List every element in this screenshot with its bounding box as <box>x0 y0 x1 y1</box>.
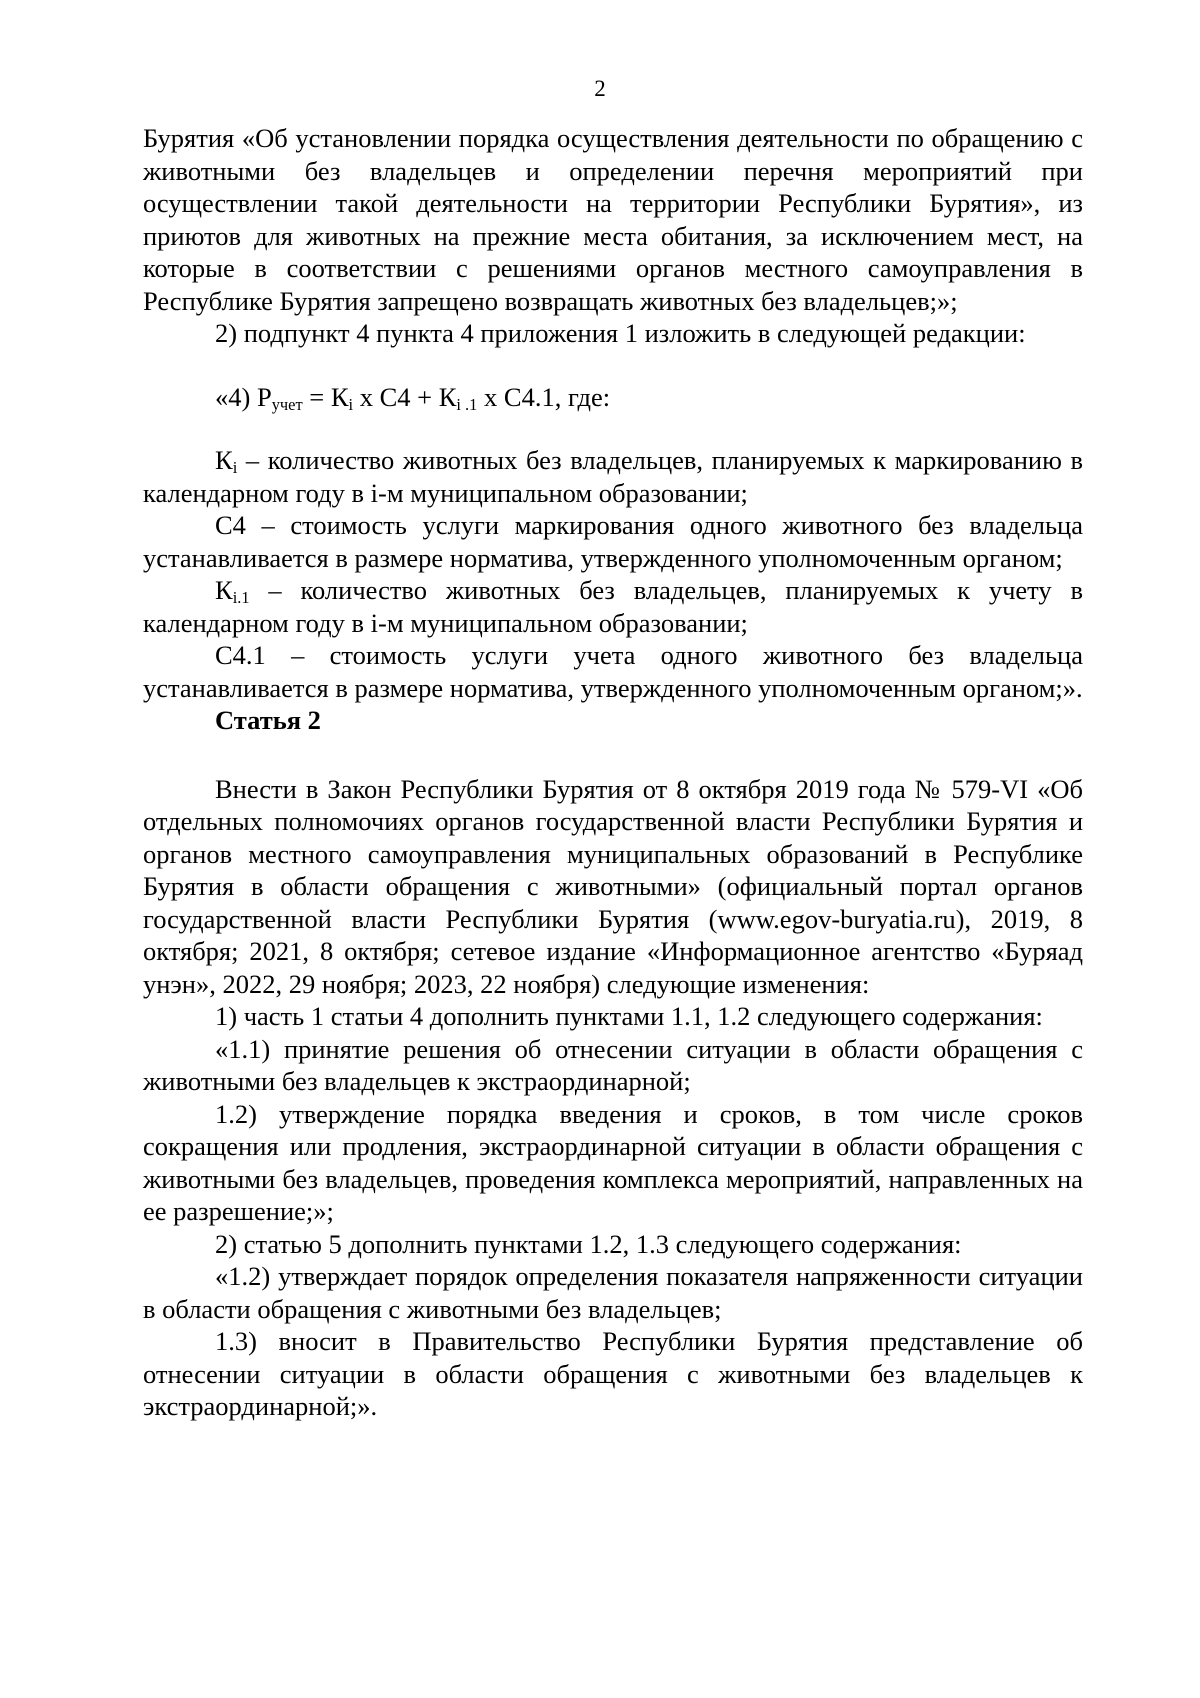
article-2-item-2-2: 1.3) вносит в Правительство Республики Бурятия представление об отнесении ситуации в области обращения с животными без владельцев к экстраординарной;». <box>143 1326 1083 1421</box>
definition-ki-sub: i <box>232 458 238 478</box>
definition-ki-text: – количество животных без владельцев, планируемых к маркированию в календарном году в i-м муниципальном образовании; <box>143 445 1083 508</box>
page-number: 2 <box>594 76 606 101</box>
definition-ki-symbol: К <box>215 445 233 475</box>
article-2-item-2: 2) статью 5 дополнить пунктами 1.2, 1.3 следующего содержания: <box>215 1228 962 1259</box>
document-body <box>143 122 1083 1423</box>
paragraph-amendment-point-2: 2) подпункт 4 пункта 4 приложения 1 изложить в следующей редакции: <box>215 318 1026 348</box>
formula-part-4: х С4.1, где: <box>477 381 611 412</box>
definition-ki <box>143 444 1083 509</box>
definition-ki1-symbol: К <box>215 575 233 605</box>
formula-part-2: = К <box>302 381 349 412</box>
formula-sub-2: i <box>348 394 354 414</box>
definition-ki1-sub: i.1 <box>232 588 250 608</box>
formula-sub-3: i .1 <box>456 394 478 414</box>
article-2-item-1: 1) часть 1 статьи 4 дополнить пунктами 1.1, 1.2 следующего содержания: <box>215 1001 1043 1031</box>
formula-part-1: «4) Р <box>215 381 272 412</box>
formula-line <box>143 381 1083 414</box>
definition-ki1-text: – количество животных без владельцев, планируемых к учету в календарном году в i-м муниципальном образовании; <box>143 575 1083 638</box>
article-2-intro: Внести в Закон Республики Бурятия от 8 октября 2019 года № 579-VI «Об отдельных полномочиях органов государственной власти Республики Бурятия и органов местного самоуправления муниципальных образований в Республике Бурятия в области обращения с животными» (официальный портал органов государственной власти Республики Бурятия (www.egov-buryatia.ru), 2019, 8 октября; 2021, 8 октября; сетевое издание «Информационное агентство «Буряад унэн», 2022, 29 ноября; 2023, 22 ноября) следующие изменения: <box>143 773 1083 999</box>
definition-c41: С4.1 – стоимость услуги учета одного животного без владельца устанавливается в размере норматива, утвержденного уполномоченным органом;». <box>143 640 1083 703</box>
article-2-item-2-1: «1.2) утверждает порядок определения показателя напряженности ситуации в области обращения с животными без владельцев; <box>143 1261 1083 1324</box>
article-2-heading: Статья 2 <box>215 705 321 735</box>
article-2-item-1-1: «1.1) принятие решения об отнесении ситуации в области обращения с животными без владельцев к экстраординарной; <box>143 1033 1083 1096</box>
article-2-item-1-2: 1.2) утверждение порядка введения и сроков, в том числе сроков сокращения или продления, экстраординарной ситуации в области обращения с животными без владельцев, проведения комплекса мероприятий, направленных на ее разрешение;»; <box>143 1098 1083 1226</box>
definition-c4: С4 – стоимость услуги маркирования одного животного без владельца устанавливается в размере норматива, утвержденного уполномоченным органом; <box>143 510 1083 573</box>
paragraph-continuation: Бурятия «Об установлении порядка осуществления деятельности по обращению с животными без владельцев и определении перечня мероприятий при осуществлении такой деятельности на территории Республики Бурятия», из приютов для животных на прежние места обитания, за исключением мест, на которые в соответствии с решениями органов местного самоуправления в Республике Бурятия запрещено возвращать животных без владельцев;»; <box>143 123 1083 316</box>
definition-ki1 <box>143 574 1083 639</box>
formula-part-3: х С4 + К <box>353 381 457 412</box>
formula-sub-1: учет <box>271 394 303 414</box>
